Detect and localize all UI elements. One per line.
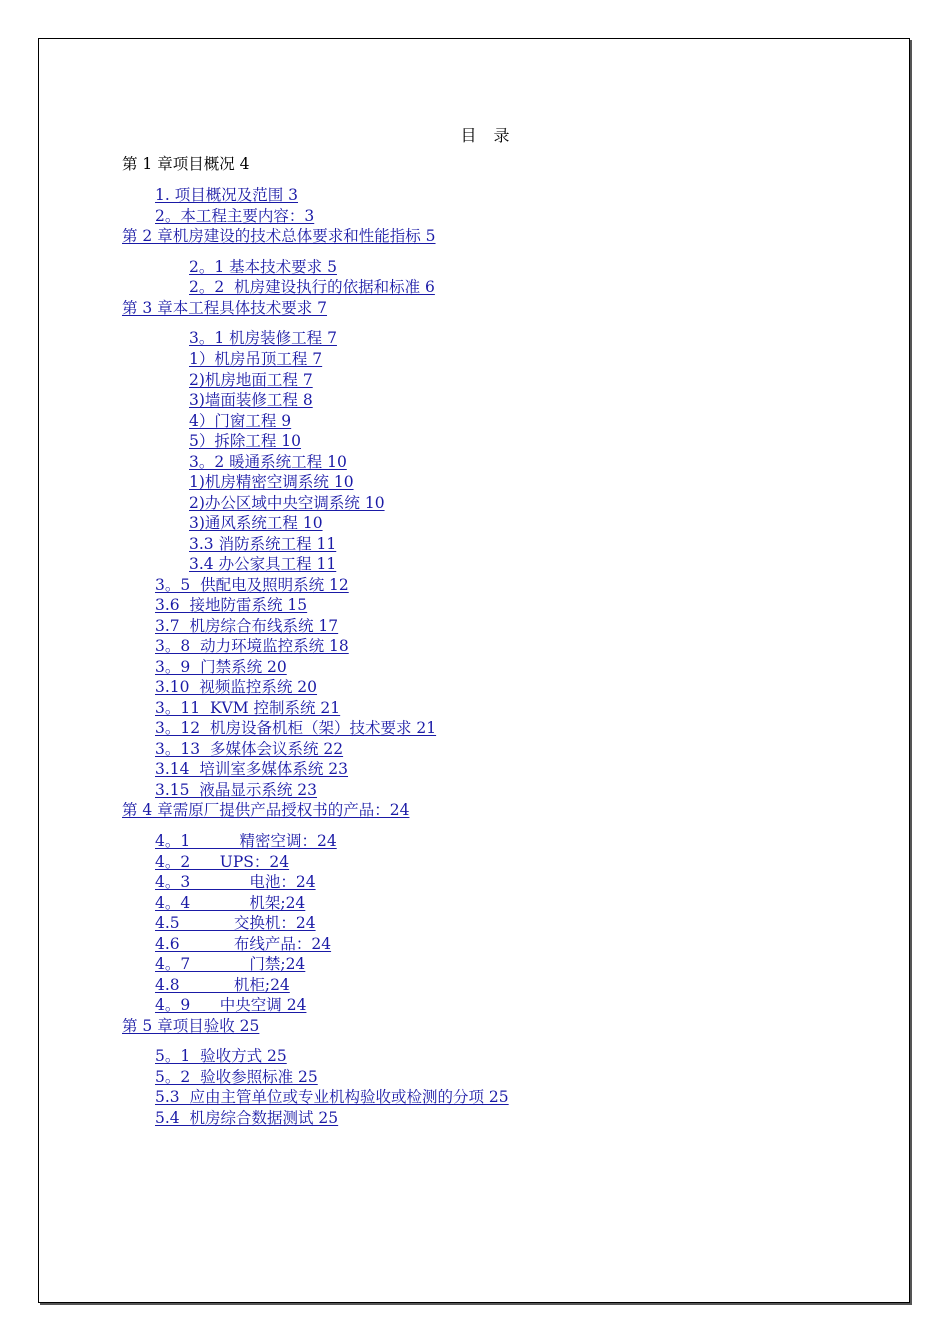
toc-entry-link[interactable]: 2)机房地面工程 7 [189,371,313,389]
toc-entry-link[interactable]: 4。3 电池：24 [155,873,316,891]
toc-entry-link[interactable]: 5.4 机房综合数据测试 25 [155,1109,339,1127]
toc-entry-link[interactable]: 2。2 机房建设执行的依据和标准 6 [189,278,435,296]
toc-entry-link[interactable]: 3。8 动力环境监控系统 18 [155,637,349,655]
toc-entry-link[interactable]: 第 5 章项目验收 25 [122,1017,260,1035]
toc-entry-link[interactable]: 5。2 验收参照标准 25 [155,1068,318,1086]
toc-entry-link[interactable]: 4。9 中央空调 24 [155,996,307,1014]
toc-entry-link[interactable]: 3。12 机房设备机柜（架）技术要求 21 [155,719,437,737]
toc-title: 目 录 [460,126,516,145]
toc-entry-link[interactable]: 4。4 机架;24 [155,894,306,912]
toc-entry-link[interactable]: 3.6 接地防雷系统 15 [155,596,308,614]
toc-entry-link[interactable]: 3.10 视频监控系统 20 [155,678,318,696]
toc-entry-link[interactable]: 5.3 应由主管单位或专业机构验收或检测的分项 25 [155,1088,509,1106]
toc-entry-link[interactable]: 3。1 机房装修工程 7 [189,329,337,347]
toc-entry-link[interactable]: 3。2 暖通系统工程 10 [189,453,347,471]
toc-entry-link[interactable]: 3.15 液晶显示系统 23 [155,781,318,799]
toc-entry-link[interactable]: 3)通风系统工程 10 [189,514,323,532]
toc-entry: 第 1 章项目概况 4 [122,155,250,173]
toc-entry-link[interactable]: 4.6 布线产品：24 [155,935,332,953]
toc-entry-link[interactable]: 2。本工程主要内容：3 [155,207,315,225]
toc-entry-link[interactable]: 3.4 办公家具工程 11 [189,555,337,573]
toc-entry-link[interactable]: 3。11 KVM 控制系统 21 [155,699,341,717]
toc-entry-link[interactable]: 第 3 章本工程具体技术要求 7 [122,299,328,317]
toc-entry-link[interactable]: 4）门窗工程 9 [189,412,292,430]
toc-entry-link[interactable]: 3)墙面装修工程 8 [189,391,313,409]
toc-entry-link[interactable]: 第 2 章机房建设的技术总体要求和性能指标 5 [122,227,436,245]
toc-entry-link[interactable]: 第 4 章需原厂提供产品授权书的产品：24 [122,801,410,819]
toc-entry-link[interactable]: 3。9 门禁系统 20 [155,658,287,676]
toc-entry-link[interactable]: 5）拆除工程 10 [189,432,302,450]
toc-entry-link[interactable]: 3.3 消防系统工程 11 [189,535,337,553]
toc-entry-link[interactable]: 4.8 机柜;24 [155,976,290,994]
toc-entry-link[interactable]: 3。5 供配电及照明系统 12 [155,576,349,594]
toc-entry-link[interactable]: 2)办公区域中央空调系统 10 [189,494,385,512]
toc-entry-link[interactable]: 4.5 交换机：24 [155,914,316,932]
toc-entry-link[interactable]: 4。1 精密空调：24 [155,832,337,850]
toc-entry-link[interactable]: 1. 项目概况及范围 3 [155,186,299,204]
toc-entry-link[interactable]: 1)机房精密空调系统 10 [189,473,354,491]
toc-entry-link[interactable]: 2。1 基本技术要求 5 [189,258,337,276]
toc-entry-link[interactable]: 4。7 门禁;24 [155,955,306,973]
toc-entry-link[interactable]: 4。2 UPS：24 [155,853,290,871]
toc-entry-link[interactable]: 1）机房吊顶工程 7 [189,350,323,368]
toc-entry-link[interactable]: 3.14 培训室多媒体系统 23 [155,760,349,778]
toc-entry-link[interactable]: 5。1 验收方式 25 [155,1047,287,1065]
toc-entry-link[interactable]: 3.7 机房综合布线系统 17 [155,617,339,635]
toc-entry-link[interactable]: 3。13 多媒体会议系统 22 [155,740,344,758]
